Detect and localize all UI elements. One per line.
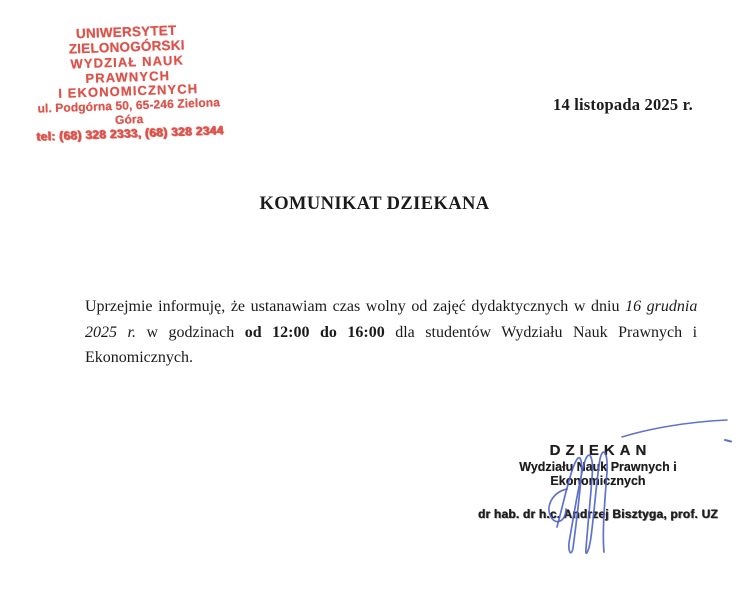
document-title: KOMUNIKAT DZIEKANA (259, 194, 490, 214)
body-line-2 (85, 320, 698, 346)
body-text-segment: Ekonomicznych. (85, 349, 193, 366)
stamp-faculty-line-2: I EKONOMICZNYCH (58, 81, 199, 101)
signature-block (478, 442, 718, 521)
university-stamp (26, 21, 230, 144)
signature-dash-stroke (725, 440, 731, 442)
body-text-segment: 16 grudnia (625, 298, 698, 315)
body-text-segment: w godzinach (135, 323, 245, 341)
document-date: 14 listopada 2025 r. (553, 95, 693, 114)
body-text-segment: 2025 r. (85, 323, 136, 341)
signatory-name: dr hab. dr h.c. Andrzej Bisztyga, prof. UZ (478, 507, 718, 521)
body-text-segment: Uprzejmie informuję, że ustanawiam czas wolny od zajęć dydaktycznych w dniu (85, 298, 626, 315)
stamp-phone: tel: (68) 328 2333, (68) 328 2344 (35, 123, 224, 144)
stamp-university-name: UNIWERSYTET ZIELONOGÓRSKI (68, 22, 185, 57)
body-text-segment: od 12:00 do 16:00 (244, 323, 385, 341)
stamp-address: ul. Podgórna 50, 65-246 Zielona Góra (37, 95, 221, 127)
dean-role-label: DZIEKAN (549, 442, 652, 459)
body-line-1 (85, 294, 698, 320)
dean-faculty-label: Wydziału Nauk Prawnych i Ekonomicznych (519, 460, 677, 488)
signature-flourish-stroke (622, 420, 727, 437)
body-text-segment: dla studentów Wydziału Nauk Prawnych i (384, 323, 698, 341)
body-line-3 (85, 345, 695, 371)
stamp-faculty-line-1: WYDZIAŁ NAUK PRAWNYCH (70, 52, 185, 86)
body-paragraph (85, 294, 698, 371)
